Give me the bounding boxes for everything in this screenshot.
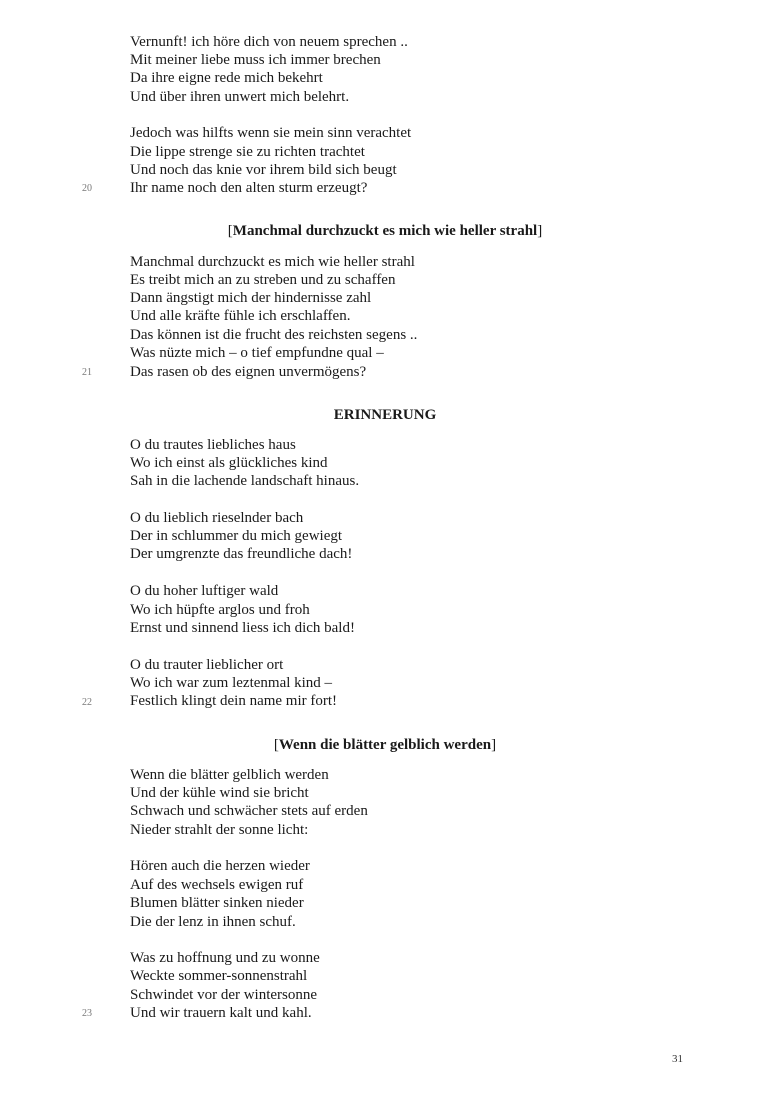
verse-line: Ihr name noch den alten sturm erzeugt? [130,180,368,196]
page-number: 31 [672,1053,683,1065]
verse-line: Und alle kräfte fühle ich erschlaffen. [130,308,351,324]
title-bracket-open: [ [273,737,279,753]
verse-line: O du lieblich rieselnder bach [130,510,304,526]
verse-line: Hören auch die herzen wieder [130,858,310,874]
poem-number: 22 [82,697,92,708]
verse-line: Das rasen ob des eignen unvermögens? [130,364,367,380]
verse-line: Schwindet vor der wintersonne [130,987,318,1003]
poem-title [0,406,770,424]
verse-line: Wenn die blätter gelblich werden [130,767,329,783]
verse-line: Wo ich hüpfte arglos und froh [130,602,310,618]
title-bracket-open: [ [227,223,233,239]
verse-line: Die lippe strenge sie zu richten trachtet [130,144,365,160]
verse-line: Jedoch was hilfts wenn sie mein sinn verachtet [130,125,412,141]
poem-title-text: Wenn die blätter gelblich werden [278,737,492,753]
verse-line: Wo ich war zum leztenmal kind – [130,675,333,691]
verse-line: Was zu hoffnung und zu wonne [130,950,320,966]
poem-number: 20 [82,183,92,194]
verse-line: Dann ängstigt mich der hindernisse zahl [130,290,372,306]
poem-number: 21 [82,367,92,378]
verse-line: Da ihre eigne rede mich bekehrt [130,70,323,86]
verse-line: Und der kühle wind sie bricht [130,785,309,801]
verse-line: Das können ist die frucht des reichsten segens .. [130,327,418,343]
verse-line: Nieder strahlt der sonne licht: [130,822,309,838]
verse-line: Was nüzte mich – o tief empfundne qual – [130,345,384,361]
verse-line: Und noch das knie vor ihrem bild sich beugt [130,162,397,178]
verse-line: Auf des wechsels ewigen ruf [130,877,304,893]
verse-line: Ernst und sinnend liess ich dich bald! [130,620,355,636]
verse-line: Blumen blätter sinken nieder [130,895,304,911]
title-bracket-close: ] [537,223,543,239]
verse-line: Und über ihren unwert mich belehrt. [130,89,350,105]
poem-title [0,222,770,240]
verse-line: Wo ich einst als glückliches kind [130,455,328,471]
verse-line: Der in schlummer du mich gewiegt [130,528,343,544]
verse-line: Vernunft! ich höre dich von neuem sprechen .. [130,34,408,50]
verse-line: Weckte sommer-sonnenstrahl [130,968,308,984]
poem-number: 23 [82,1008,92,1019]
verse-line: Festlich klingt dein name mir fort! [130,693,338,709]
verse-line: O du trautes liebliches haus [130,437,296,453]
verse-line: O du hoher luftiger wald [130,583,279,599]
verse-line: O du trauter lieblicher ort [130,657,284,673]
poem-title [0,736,770,754]
poem-title-text: ERINNERUNG [333,407,437,423]
verse-line: Der umgrenzte das freundliche dach! [130,546,353,562]
verse-line: Mit meiner liebe muss ich immer brechen [130,52,381,68]
verse-line: Sah in die lachende landschaft hinaus. [130,473,360,489]
verse-line: Manchmal durchzuckt es mich wie heller strahl [130,254,415,270]
verse-line: Schwach und schwächer stets auf erden [130,803,368,819]
verse-line: Und wir trauern kalt und kahl. [130,1005,312,1021]
verse-line: Es treibt mich an zu streben und zu schaffen [130,272,396,288]
title-bracket-close: ] [491,737,497,753]
verse-line: Die der lenz in ihnen schuf. [130,914,296,930]
poem-title-text: Manchmal durchzuckt es mich wie heller strahl [232,223,538,239]
